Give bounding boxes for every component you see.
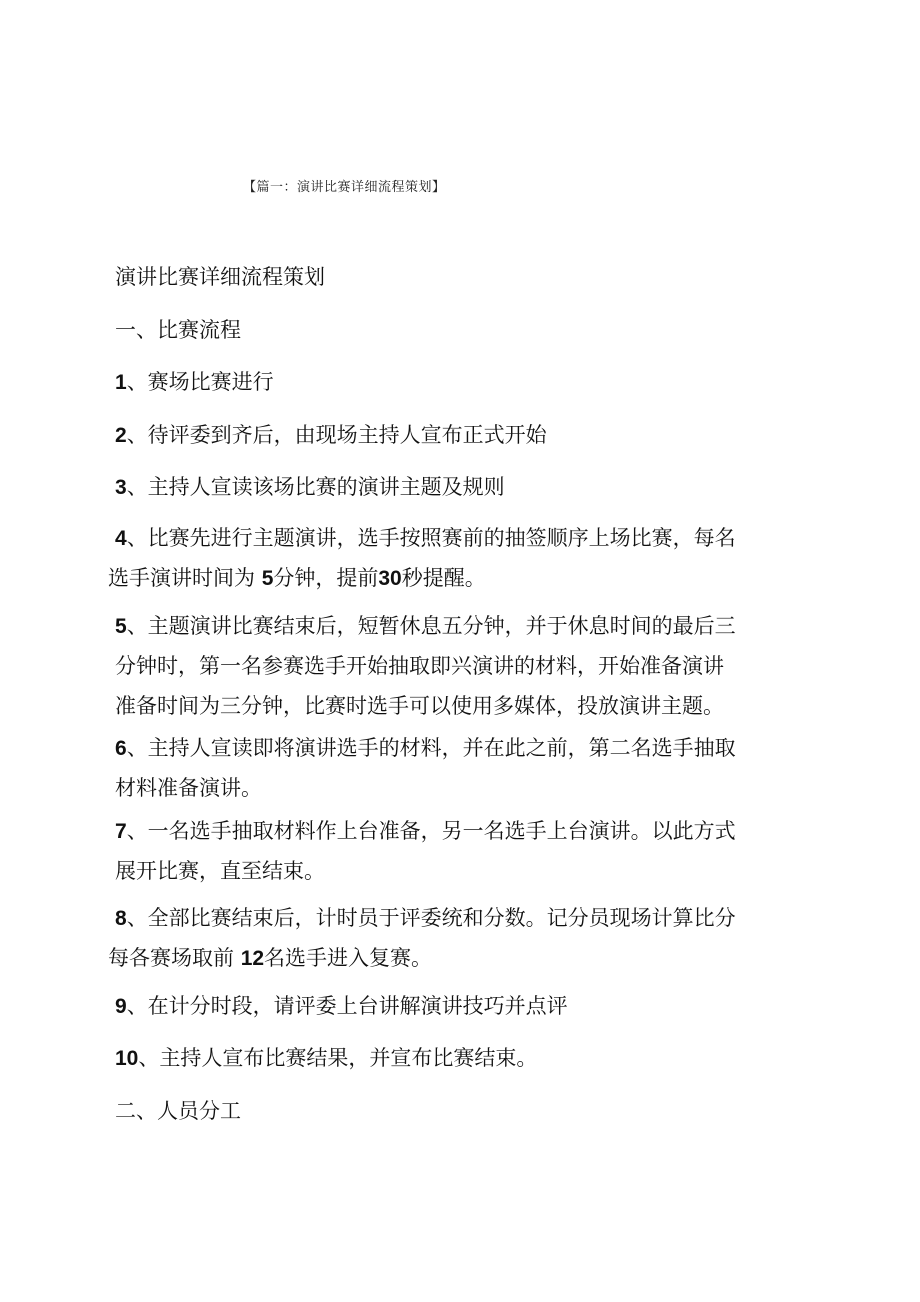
item-number-inline: 30	[378, 567, 402, 590]
item-text: 秒提醒。	[401, 566, 486, 590]
section-heading-1: 一、比赛流程	[115, 318, 241, 342]
list-item	[108, 986, 798, 1026]
item-number: 1	[115, 371, 127, 394]
item-text: 名选手进入复赛。	[264, 946, 433, 970]
item-text: 分钟，提前	[273, 566, 379, 590]
item-number-inline: 5	[261, 567, 274, 590]
item-text: 准备时间为三分钟，比赛时选手可以使用多媒体，投放演讲主题。	[115, 694, 724, 718]
header-note: 【篇一：演讲比赛详细流程策划】	[243, 180, 446, 195]
list-item	[108, 811, 798, 891]
item-number: 4	[115, 527, 127, 550]
list-item	[108, 518, 798, 598]
item-number: 7	[115, 820, 127, 843]
item-text: 选手演讲时间为	[108, 566, 262, 590]
item-text: 、主持人宣布比赛结果，并宣布比赛结束。	[138, 1046, 538, 1070]
item-text: 、待评委到齐后，由现场主持人宣布正式开始	[126, 423, 547, 447]
item-text: 、主持人宣读该场比赛的演讲主题及规则	[126, 475, 505, 499]
item-text: 、一名选手抽取材料作上台准备，另一名选手上台演讲。以此方式	[126, 819, 736, 843]
item-text: 、主持人宣读即将演讲选手的材料，并在此之前，第二名选手抽取	[126, 736, 736, 760]
list-item	[108, 1038, 798, 1078]
list-item	[108, 728, 798, 808]
item-number: 6	[115, 737, 127, 760]
item-text: 、比赛先进行主题演讲，选手按照赛前的抽签顺序上场比赛，每名	[126, 526, 736, 550]
list-item	[108, 362, 798, 402]
item-number: 5	[115, 615, 127, 638]
item-number: 8	[115, 907, 127, 930]
item-text: 、在计分时段，请评委上台讲解演讲技巧并点评	[126, 994, 568, 1018]
item-text: 每各赛场取前	[108, 946, 241, 970]
item-number: 3	[115, 476, 127, 499]
item-number: 2	[115, 424, 127, 447]
list-item	[108, 898, 798, 978]
section-heading-2: 二、人员分工	[115, 1099, 241, 1123]
list-item	[108, 606, 798, 726]
item-text: 、全部比赛结束后，计时员于评委统和分数。记分员现场计算比分	[126, 906, 736, 930]
item-text: 、赛场比赛进行	[126, 370, 274, 394]
item-number: 9	[115, 995, 127, 1018]
item-number-inline: 12	[240, 947, 265, 970]
doc-title: 演讲比赛详细流程策划	[115, 265, 325, 289]
item-text: 分钟时，第一名参赛选手开始抽取即兴演讲的材料，开始准备演讲	[115, 654, 724, 678]
item-text: 材料准备演讲。	[115, 776, 262, 800]
list-item	[108, 467, 798, 507]
item-text: 、主题演讲比赛结束后，短暂休息五分钟，并于休息时间的最后三	[126, 614, 736, 638]
list-item	[108, 415, 798, 455]
item-text: 展开比赛，直至结束。	[115, 859, 325, 883]
item-number: 10	[115, 1047, 139, 1070]
